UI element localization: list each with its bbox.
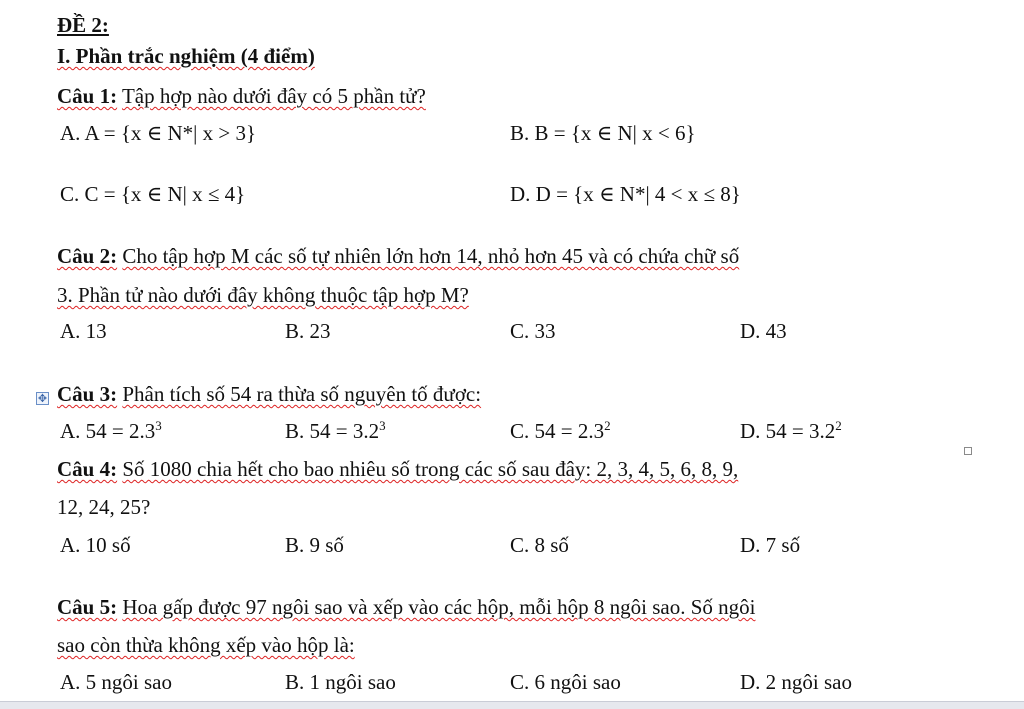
question-1-text: Tập hợp nào dưới đây có 5 phần tử?	[121, 84, 426, 108]
q3-option-b-base: B. 54 = 3.2	[285, 419, 380, 443]
question-5-text-line-2: sao còn thừa không xếp vào hộp là:	[57, 633, 355, 657]
exam-code: ĐỀ 2:	[57, 13, 109, 37]
q3-option-b	[285, 418, 386, 444]
question-5	[57, 594, 755, 620]
q2-option-d: D. 43	[740, 319, 787, 343]
q3-option-a-exp: 3	[155, 418, 162, 433]
q1-option-d: D. D = {x ∈ N*| 4 < x ≤ 8}	[510, 182, 741, 206]
q4-option-b: B. 9 số	[285, 533, 344, 557]
q3-option-c	[510, 418, 611, 444]
q3-option-d	[740, 418, 842, 444]
q5-option-a: A. 5 ngôi sao	[60, 670, 172, 694]
q3-option-a-base: A. 54 = 2.3	[60, 419, 156, 443]
q4-option-d: D. 7 số	[740, 533, 801, 557]
q3-option-d-base: D. 54 = 3.2	[740, 419, 836, 443]
q3-option-c-base: C. 54 = 2.3	[510, 419, 605, 443]
q4-option-a: A. 10 số	[60, 533, 131, 557]
q3-option-a	[60, 418, 162, 444]
question-2	[57, 243, 739, 269]
question-4	[57, 456, 738, 482]
q4-option-c: C. 8 số	[510, 533, 569, 557]
question-5-label: Câu 5:	[57, 595, 118, 619]
q5-option-c: C. 6 ngôi sao	[510, 670, 621, 694]
q3-option-b-exp: 3	[379, 418, 386, 433]
question-2-label: Câu 2:	[57, 244, 118, 268]
question-5-continued	[57, 632, 355, 658]
question-4-continued	[57, 494, 150, 520]
section-title	[57, 43, 315, 69]
anchor-marker-icon	[964, 447, 972, 455]
q5-option-d: D. 2 ngôi sao	[740, 670, 852, 694]
q3-option-d-exp: 2	[835, 418, 842, 433]
move-handle-icon[interactable]: ✥	[37, 392, 48, 405]
q5-option-b: B. 1 ngôi sao	[285, 670, 396, 694]
question-2-text-line-2: 3. Phần tử nào dưới đây không thuộc tập hợp M?	[57, 283, 469, 307]
question-2-continued	[57, 282, 469, 308]
question-3-label: Câu 3:	[57, 382, 118, 406]
q1-option-c: C. C = {x ∈ N| x ≤ 4}	[60, 182, 246, 206]
q3-option-c-exp: 2	[604, 418, 611, 433]
q2-option-b: B. 23	[285, 319, 331, 343]
question-1	[57, 83, 426, 109]
q1-option-a: A. A = {x ∈ N*| x > 3}	[60, 121, 257, 145]
question-4-text-line-1: Số 1080 chia hết cho bao nhiêu số trong các số sau đây: 2, 3, 4, 5, 6, 8, 9,	[122, 457, 739, 481]
q1-option-b: B. B = {x ∈ N| x < 6}	[510, 121, 696, 145]
question-2-text-line-1: Cho tập hợp M các số tự nhiên lớn hơn 14, nhỏ hơn 45 và có chứa chữ số	[122, 244, 740, 268]
question-4-text-line-2: 12, 24, 25?	[57, 495, 151, 519]
q2-option-c: C. 33	[510, 319, 556, 343]
question-1-label: Câu 1:	[57, 84, 118, 108]
question-3-text: Phân tích số 54 ra thừa số nguyên tố được:	[122, 382, 482, 406]
q2-option-a: A. 13	[60, 319, 107, 343]
question-3	[57, 381, 481, 407]
question-5-text-line-1: Hoa gấp được 97 ngôi sao và xếp vào các hộp, mỗi hộp 8 ngôi sao. Số ngôi	[122, 595, 756, 619]
section-title-text: I. Phần trắc nghiệm (4 điểm)	[57, 44, 315, 68]
question-4-label: Câu 4:	[57, 457, 118, 481]
